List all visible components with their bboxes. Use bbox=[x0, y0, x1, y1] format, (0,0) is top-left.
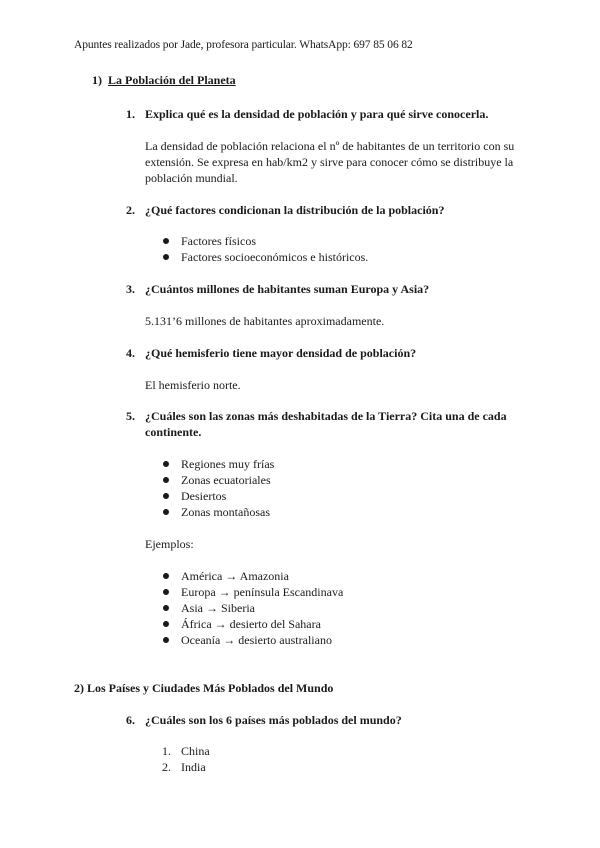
page-header: Apuntes realizados por Jade, profesora particular. WhatsApp: 697 85 06 82 bbox=[74, 39, 413, 51]
question-3-number: 3. bbox=[126, 282, 135, 296]
question-1-text: Explica qué es la densidad de población y para qué sirve conocerla. bbox=[145, 107, 489, 121]
question-5-number: 5. bbox=[126, 409, 135, 423]
question-6-text: ¿Cuáles son los 6 países más poblados del mundo? bbox=[145, 713, 402, 727]
list-item bbox=[162, 759, 210, 775]
question-6-number: 6. bbox=[126, 713, 135, 727]
bullet-icon bbox=[163, 605, 169, 611]
list-item bbox=[162, 632, 343, 648]
examples-label: Ejemplos: bbox=[145, 537, 194, 551]
bullet-icon bbox=[163, 493, 169, 499]
bullet-icon bbox=[163, 509, 169, 515]
bullet-icon bbox=[163, 238, 169, 244]
question-2-text: ¿Qué factores condicionan la distribución de la población? bbox=[145, 203, 445, 217]
bullet-icon bbox=[163, 461, 169, 467]
list-item-text: Asia → Siberia bbox=[181, 601, 255, 615]
list-item-text: Desiertos bbox=[181, 489, 227, 503]
question-5-text: ¿Cuáles son las zonas más deshabitadas de la Tierra? Cita una de cada continente. bbox=[145, 409, 507, 439]
list-item-text: Regiones muy frías bbox=[181, 457, 275, 471]
section-2-title: 2) Los Países y Ciudades Más Poblados del Mundo bbox=[74, 681, 334, 695]
list-item bbox=[162, 249, 368, 265]
answer-3: 5.131’6 millones de habitantes aproximadamente. bbox=[145, 314, 385, 328]
bullet-icon bbox=[163, 589, 169, 595]
list-item-number: 2. bbox=[162, 760, 171, 774]
list-item-text: Zonas montañosas bbox=[181, 505, 270, 519]
bullet-icon bbox=[163, 254, 169, 260]
list-item bbox=[162, 504, 274, 520]
question-4-text: ¿Qué hemisferio tiene mayor densidad de población? bbox=[145, 346, 417, 360]
list-item-text: China bbox=[181, 744, 210, 758]
section-1-heading: La Población del Planeta bbox=[108, 73, 236, 87]
section-1-number: 1) bbox=[92, 73, 102, 87]
answer-5-list bbox=[162, 456, 274, 520]
list-item-text: África → desierto del Sahara bbox=[181, 617, 321, 631]
bullet-icon bbox=[163, 573, 169, 579]
examples-list bbox=[162, 568, 343, 648]
answer-6-list bbox=[162, 743, 210, 775]
list-item-text: Factores físicos bbox=[181, 234, 256, 248]
bullet-icon bbox=[163, 477, 169, 483]
list-item bbox=[162, 568, 343, 584]
question-4 bbox=[126, 345, 526, 361]
question-1 bbox=[126, 106, 526, 122]
answer-4: El hemisferio norte. bbox=[145, 378, 241, 392]
list-item bbox=[162, 456, 274, 472]
list-item-text: India bbox=[181, 760, 206, 774]
question-5 bbox=[126, 408, 526, 440]
question-3-text: ¿Cuántos millones de habitantes suman Europa y Asia? bbox=[145, 282, 430, 296]
bullet-icon bbox=[163, 637, 169, 643]
answer-2-list bbox=[162, 233, 368, 265]
list-item-text: América → Amazonia bbox=[181, 569, 289, 583]
question-6 bbox=[126, 712, 526, 728]
answer-1: La densidad de población relaciona el nº de habitantes de un territorio con su extensión. Se expresa en hab/km2 y sirve para conocer cómo se distribuye la población mundial. bbox=[145, 139, 515, 185]
question-4-number: 4. bbox=[126, 346, 135, 360]
section-1-title bbox=[92, 72, 236, 88]
list-item bbox=[162, 743, 210, 759]
list-item-number: 1. bbox=[162, 744, 171, 758]
list-item-text: Zonas ecuatoriales bbox=[181, 473, 271, 487]
list-item bbox=[162, 616, 343, 632]
bullet-icon bbox=[163, 621, 169, 627]
question-3 bbox=[126, 281, 526, 297]
list-item-text: Europa → península Escandinava bbox=[181, 585, 344, 599]
list-item bbox=[162, 472, 274, 488]
list-item-text: Oceanía → desierto australiano bbox=[181, 633, 332, 647]
list-item bbox=[162, 488, 274, 504]
question-2-number: 2. bbox=[126, 203, 135, 217]
list-item bbox=[162, 584, 343, 600]
list-item-text: Factores socioeconómicos e históricos. bbox=[181, 250, 369, 264]
question-1-number: 1. bbox=[126, 107, 135, 121]
list-item bbox=[162, 233, 368, 249]
question-2 bbox=[126, 202, 526, 218]
list-item bbox=[162, 600, 343, 616]
